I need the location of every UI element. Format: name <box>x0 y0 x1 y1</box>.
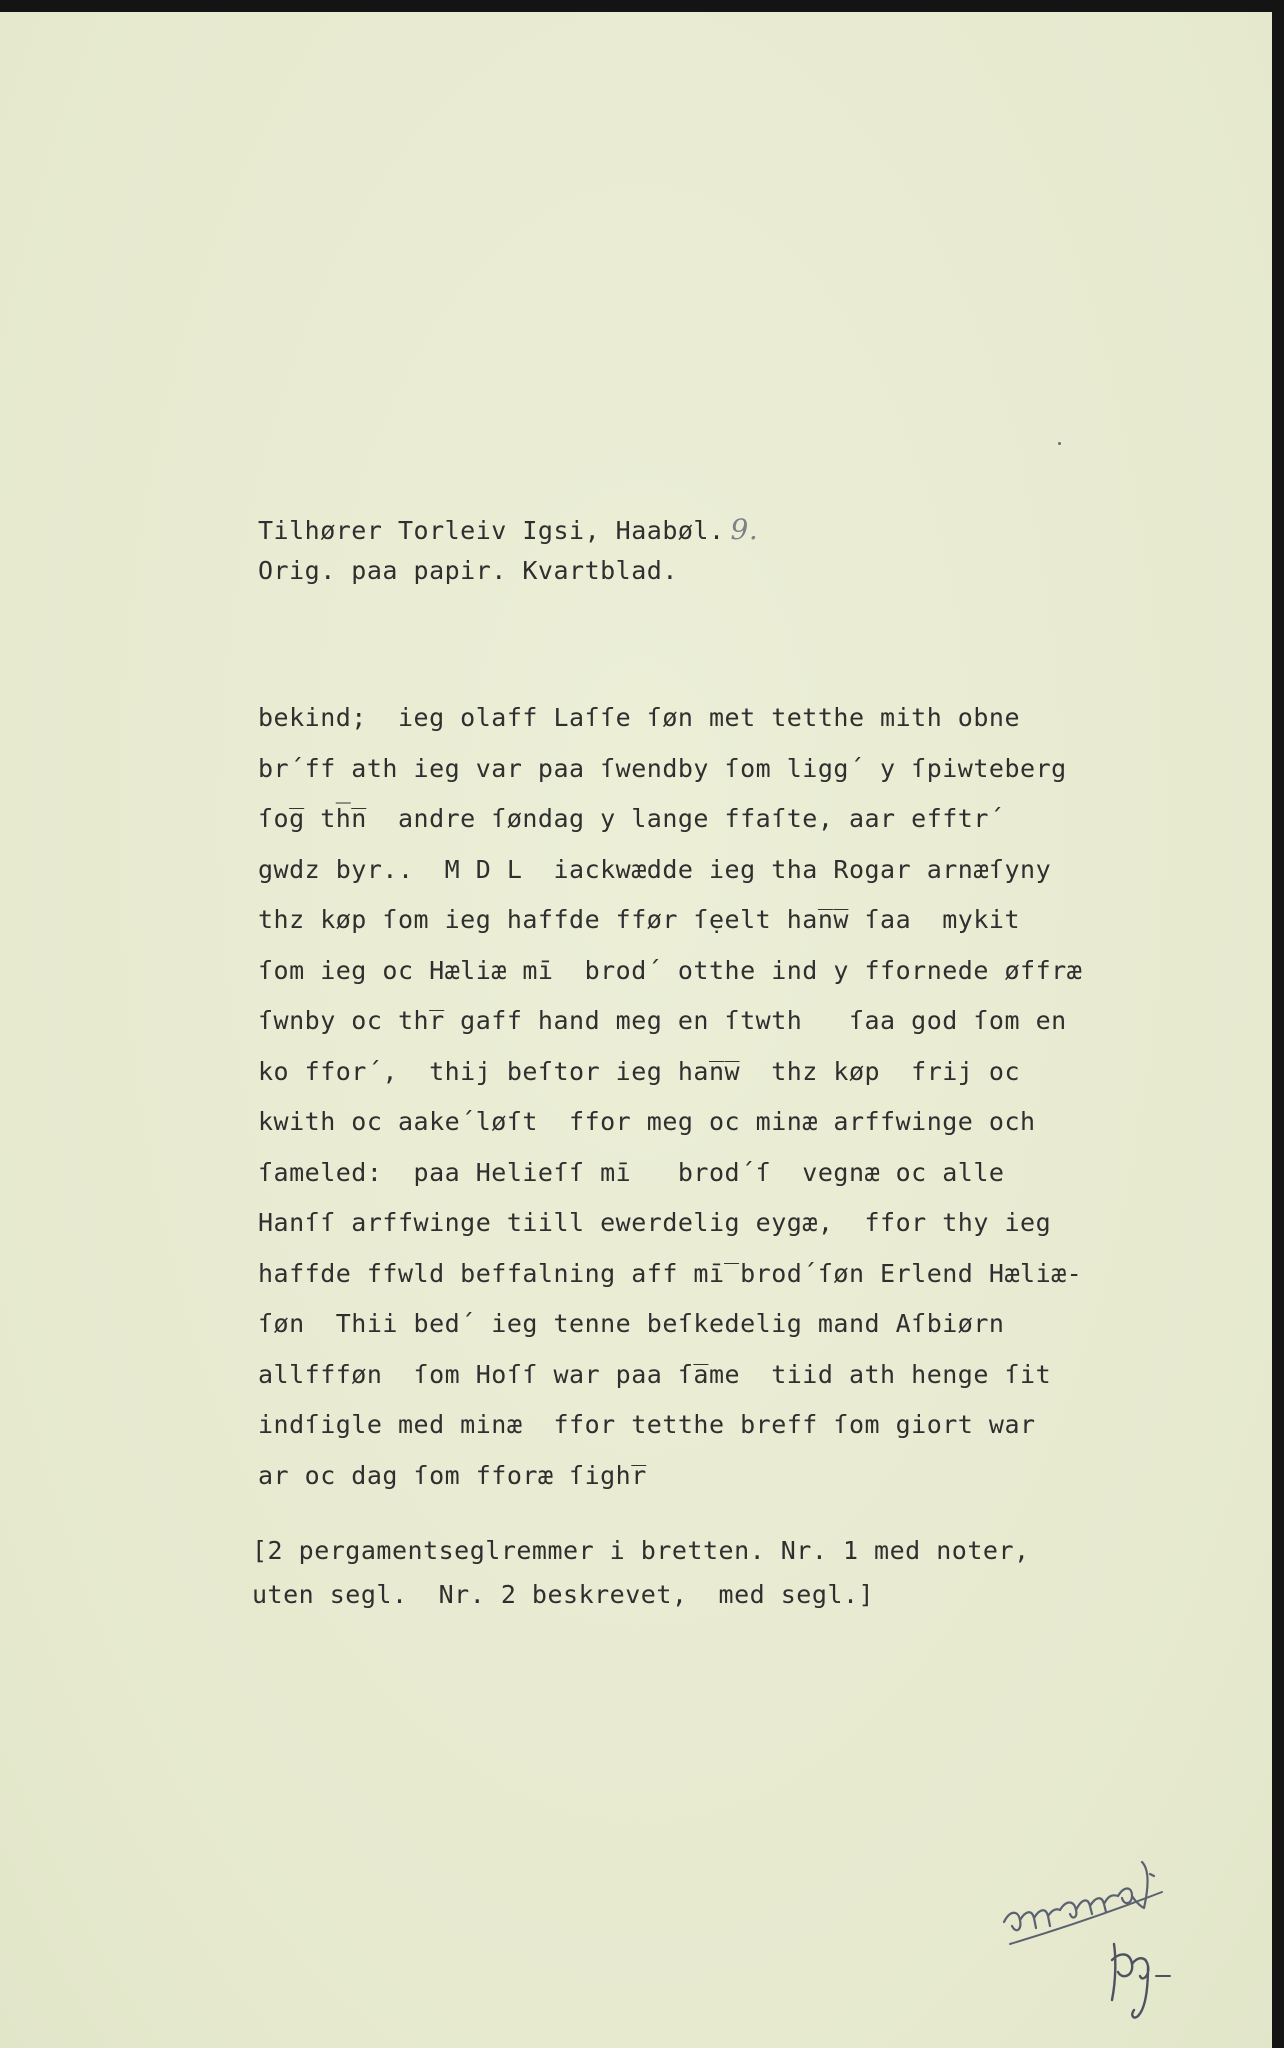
transcription-line: ſameled: paa Helieſſ mī brod´ſ vegnæ oc alle <box>258 1157 1005 1187</box>
note-line: [2 pergamentseglremmer i bretten. Nr. 1 med noter, <box>252 1536 1030 1565</box>
transcription-line: allffføn ſom Hoſſ war paa ſa̅me tiid ath henge ſit <box>258 1359 1052 1389</box>
transcription-line: thz køp ſom ieg haffde ffør ſẹelt han̅w̅ ſaa mykit <box>258 905 1021 934</box>
transcription-line: gwdz byr.. M D L iackwædde ieg tha Rogar arnæſyny <box>258 854 1052 884</box>
provenance-line <box>258 513 758 546</box>
transcription-line: kwith oc aake´løſt ffor meg oc minæ arffwinge och <box>258 1107 1036 1136</box>
note-line: uten segl. Nr. 2 beskrevet, med segl.] <box>252 1580 875 1609</box>
transcription-line: ſøn Thii bed´ ieg tenne beſkedelig mand Aſbiørn <box>258 1309 1005 1338</box>
original-description-line: Orig. paa papir. Kvartblad. <box>258 556 678 585</box>
transcription-line: ſwnby oc thr̅ gaff hand meg en ſtwth ſaa god ſom en <box>258 1006 1067 1035</box>
provenance-text: Tilhører Torleiv Igsi, Haabøl. <box>258 516 725 545</box>
transcription-line: haffde ffwld beffalning aff mī̅ brod´ſøn Erlend Hæliæ- <box>258 1258 1083 1288</box>
transcription-line: br´ff ath ieg var paa ſwendby ſom ligg´ y ſpiwteberg <box>258 753 1067 783</box>
transcription-line: indſigle med minæ ffor tetthe breff ſom giort war <box>258 1410 1036 1439</box>
transcription-line: ſom ieg oc Hæliæ mī brod´ otthe ind y ffornede øffræ <box>258 955 1083 985</box>
transcription-line: Hanſſ arffwinge tiill ewerdelig eygæ, ffor thy ieg <box>258 1208 1052 1237</box>
transcription-line: ar oc dag ſom fforæ ſighr̅ <box>258 1460 647 1490</box>
handwritten-signature-stamp <box>990 1840 1260 2020</box>
transcription-line: ſog̅ th̅n̅ andre ſøndag y lange ffaſte, aar efftr´ <box>258 804 1005 833</box>
scan-border-right <box>1272 0 1284 2048</box>
transcription-line: bekind; ieg olaff Laſſe ſøn met tetthe mith obne <box>258 703 1021 732</box>
scan-border-top <box>0 0 1284 12</box>
paper-speck <box>1058 442 1061 445</box>
transcription-line: ko ffor´, thij beſtor ieg han̅w̅ thz køp frij oc <box>258 1056 1021 1086</box>
pencil-number: 9. <box>730 513 759 546</box>
